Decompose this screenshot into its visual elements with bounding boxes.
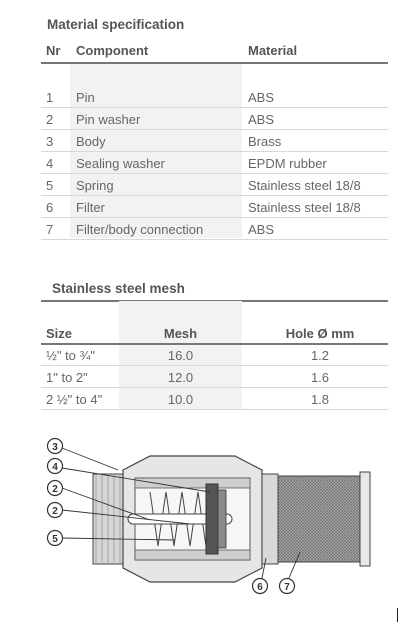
row-divider <box>41 239 388 240</box>
row-material: Stainless steel 18/8 <box>248 178 361 193</box>
row-component: Pin <box>76 90 95 105</box>
callout-4 <box>48 459 63 474</box>
row-mesh: 16.0 <box>167 348 194 363</box>
callout-label: 2 <box>52 506 58 517</box>
header-mesh: Mesh <box>163 326 198 341</box>
row-material: Stainless steel 18/8 <box>248 200 361 215</box>
callout-7 <box>280 579 295 594</box>
row-nr: 3 <box>46 134 54 149</box>
row-nr: 7 <box>46 222 54 237</box>
callout-3 <box>48 439 63 454</box>
row-material: EPDM rubber <box>248 156 327 171</box>
filter-mesh <box>278 472 370 566</box>
row-divider <box>41 217 388 218</box>
row-component: Filter/body connection <box>76 222 204 237</box>
header-rule <box>41 62 388 64</box>
row-divider <box>41 195 388 196</box>
callout-label: 5 <box>52 534 58 545</box>
filter-body-connection <box>262 474 278 564</box>
row-component: Body <box>76 134 106 149</box>
mesh-title: Stainless steel mesh <box>52 281 185 296</box>
row-nr: 6 <box>46 200 54 215</box>
row-divider <box>41 387 388 388</box>
row-material: ABS <box>248 222 275 237</box>
callout-label: 3 <box>52 442 58 453</box>
callout-5 <box>48 531 63 546</box>
header-nr: Nr <box>46 43 61 58</box>
header-hole: Hole Ø mm <box>285 326 355 341</box>
row-divider <box>41 173 388 174</box>
header-size: Size <box>46 326 73 341</box>
material-spec-title: Material specification <box>47 17 185 32</box>
sealing-washer <box>206 484 226 554</box>
text-cursor <box>397 608 398 622</box>
row-nr: 5 <box>46 178 54 193</box>
header-material: Material <box>248 43 298 58</box>
row-hole: 1.2 <box>310 348 330 363</box>
foot-valve-cross-section-diagram <box>0 430 406 600</box>
mesh-header-rule <box>41 343 388 345</box>
row-component: Pin washer <box>76 112 141 127</box>
row-hole: 1.6 <box>310 370 330 385</box>
callout-label: 7 <box>284 582 290 593</box>
row-size: 1" to 2" <box>46 370 88 385</box>
row-nr: 2 <box>46 112 54 127</box>
row-divider <box>41 409 388 410</box>
row-size: 2 ½" to 4" <box>46 392 103 407</box>
row-hole: 1.8 <box>310 392 330 407</box>
callout-label: 4 <box>52 462 58 473</box>
row-component: Sealing washer <box>76 156 165 171</box>
threaded-end <box>93 474 123 564</box>
row-divider <box>41 107 388 108</box>
row-nr: 4 <box>46 156 54 171</box>
row-material: ABS <box>248 90 275 105</box>
row-material: ABS <box>248 112 275 127</box>
row-nr: 1 <box>46 90 54 105</box>
callout-2 <box>48 481 63 496</box>
row-divider <box>41 151 388 152</box>
callout-2b <box>48 503 63 518</box>
row-mesh: 10.0 <box>167 392 194 407</box>
row-mesh: 12.0 <box>167 370 194 385</box>
row-divider <box>41 365 388 366</box>
row-size: ½" to ¾" <box>46 348 95 363</box>
row-material: Brass <box>248 134 282 149</box>
row-component: Filter <box>76 200 105 215</box>
callout-label: 2 <box>52 484 58 495</box>
header-component: Component <box>76 43 149 58</box>
row-divider <box>41 129 388 130</box>
callout-6 <box>253 579 268 594</box>
row-component: Spring <box>76 178 114 193</box>
callout-label: 6 <box>257 582 263 593</box>
